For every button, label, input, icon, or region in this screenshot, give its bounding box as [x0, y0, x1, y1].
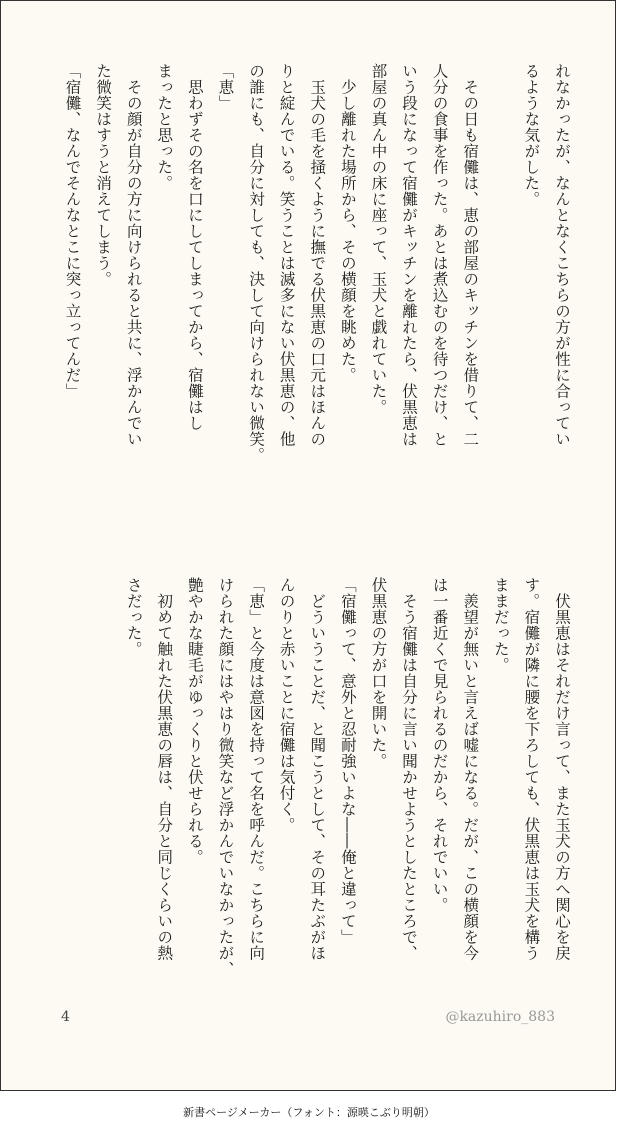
page-number: 4	[61, 1009, 70, 1025]
text-line: 羨望が無いと言えば嘘になる。だが、この横顔を今	[461, 577, 480, 961]
text-line: 思わずその名を口にしてしまってから、宿儺はし	[185, 63, 204, 431]
footer-caption: 新書ページメーカー（フォント：源暎こぶり明朝）	[183, 1106, 435, 1119]
text-line: は一番近くで見られるのだから、それでいい。	[430, 577, 449, 913]
text-line: の誰にも、自分に対しても、決して向けられない微笑。	[247, 63, 266, 463]
top-text-block	[57, 63, 577, 533]
bottom-text-block	[118, 577, 577, 997]
text-line: 人分の食事を作った。あとは煮込むのを待つだけ、と	[430, 63, 449, 447]
text-line: 「宿儺、なんでそんなとこに突っ立ってんだ」	[63, 63, 82, 399]
text-line: す。宿儺が隣に腰を下ろしても、伏黒恵は玉犬を構う	[522, 577, 541, 961]
text-line: そう宿儺は自分に言い聞かせようとしたところで、	[400, 577, 419, 961]
text-line: りと綻んでいる。笑うことは滅多にない伏黒恵の、他	[277, 63, 296, 447]
text-line: れなかったが、なんとなくこちらの方が性に合ってい	[553, 63, 571, 447]
author-credit: @kazuhiro_883	[445, 1009, 555, 1025]
text-line: 伏黒恵はそれだけ言って、また玉犬の方へ関心を戻	[553, 577, 571, 961]
text-line: 「恵」と今度は意図を持って名を呼んだ。こちらに向	[247, 577, 266, 961]
text-line: さだった。	[124, 577, 143, 657]
text-line: 部屋の真ん中の床に座って、玉犬と戯れていた。	[369, 63, 388, 415]
text-line: けられた顔にはやはり微笑など浮かんでいなかったが、	[216, 577, 235, 977]
text-line: 初めて触れた伏黒恵の唇は、自分と同じくらいの熱	[155, 577, 174, 961]
text-line: 玉犬の毛を掻くように撫でる伏黒恵の口元はほんの	[308, 63, 327, 447]
text-line: その日も宿儺は、恵の部屋のキッチンを借りて、二	[461, 63, 480, 447]
text-line: まったと思った。	[155, 63, 174, 191]
text-line	[485, 63, 516, 533]
text-line: 「恵」	[216, 63, 235, 111]
text-line: 「宿儺って、意外と忍耐強いよな――俺と違って」	[338, 577, 357, 945]
text-line: その顔が自分の方に向けられると共に、浮かんでい	[124, 63, 143, 447]
text-line: どういうことだ、と聞こうとして、その耳たぶがほ	[308, 577, 327, 961]
text-line: 伏黒恵の方が口を開いた。	[369, 577, 388, 769]
text-line: 艶やかな睫毛がゆっくりと伏せられる。	[185, 577, 204, 865]
text-line: るような気がした。	[522, 63, 541, 207]
text-line: ままだった。	[491, 577, 510, 673]
text-line: た微笑はすうと消えてしまう。	[94, 63, 113, 287]
text-line: んのりと赤いことに宿儺は気付く。	[277, 577, 296, 833]
text-line: いう段になって宿儺がキッチンを離れたら、伏黒恵は	[400, 63, 419, 447]
text-line: 少し離れた場所から、その横顔を眺めた。	[338, 63, 357, 383]
